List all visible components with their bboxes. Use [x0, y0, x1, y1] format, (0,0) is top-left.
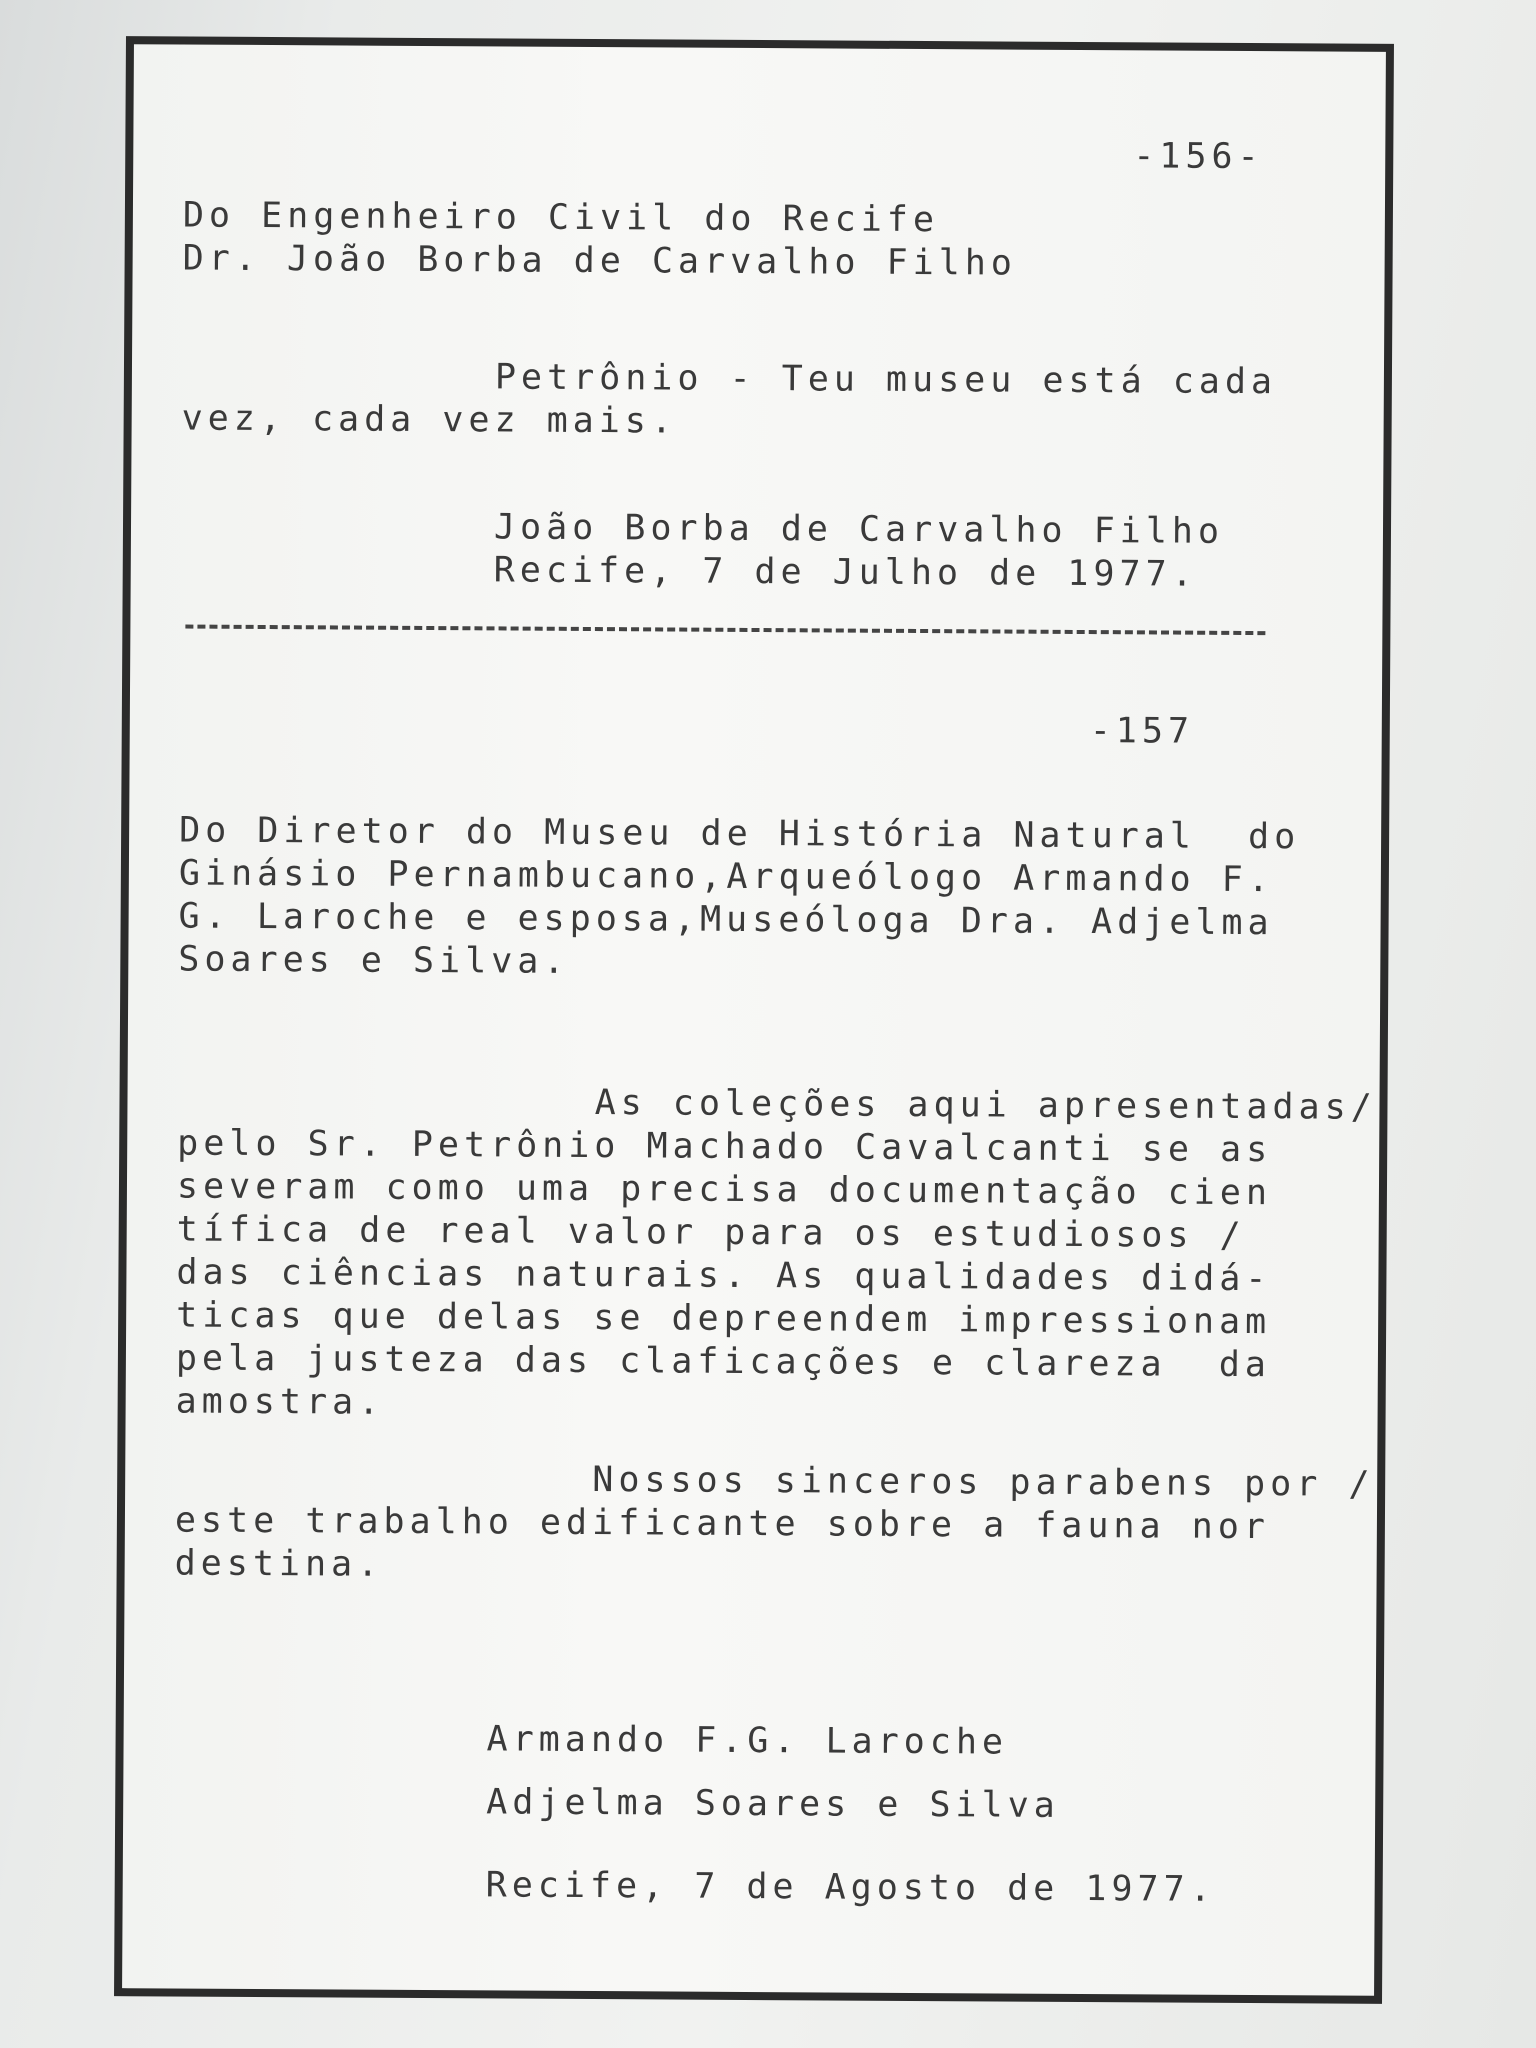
letter-156-date: Recife, 7 de Julho de 1977.: [493, 550, 1198, 595]
letter-156-signature: João Borba de Carvalho Filho: [493, 507, 1225, 552]
letter-157-from-line: G. Laroche e esposa,Museóloga Dra. Adjelma: [178, 896, 1274, 944]
letter-157-from-line: Do Diretor do Museu de História Natural do: [179, 810, 1301, 858]
letter-157-body-line: das ciências naturais. As qualidades didá-: [176, 1252, 1272, 1300]
letter-157-date: Recife, 7 de Agosto de 1977.: [485, 1865, 1216, 1910]
letter-157-signatory-2: Adjelma Soares e Silva: [486, 1782, 1060, 1826]
section-divider: [185, 625, 1265, 636]
letter-156-body-line1: Petrônio - Teu museu está cada: [494, 357, 1278, 403]
letter-157-closing-line: destina.: [174, 1543, 384, 1585]
letter-157-from-block: [178, 809, 1300, 988]
letter-157-body-block: [176, 1079, 1377, 1430]
letter-156-from-line2: Dr. João Borba de Carvalho Filho: [182, 238, 1018, 284]
letter-157-body-line: pela justeza das claficações e clareza da: [175, 1338, 1272, 1386]
document-page: [114, 36, 1394, 2004]
letter-157-from-line: Ginásio Pernambucano,Arqueólogo Armando F.: [178, 853, 1275, 901]
letter-157-from-line: Soares e Silva.: [178, 939, 570, 982]
letter-157-signatory-1: Armando F.G. Laroche: [486, 1719, 1009, 1763]
letter-157-closing-block: [175, 1456, 1375, 1592]
page-number-156: -156-: [1133, 136, 1264, 178]
page-number-157: -157: [1089, 711, 1195, 752]
letter-157-body-line: ticas que delas se depreendem impressionam: [176, 1295, 1272, 1343]
letter-157-body-line: As coleções aqui apresentadas/: [177, 1080, 1377, 1128]
letter-157-body-line: severam como uma precisa documentação cien: [176, 1166, 1273, 1214]
letter-157-body-line: pelo Sr. Petrônio Machado Cavalcanti se as: [177, 1123, 1273, 1171]
letter-156-body-line2: vez, cada vez mais.: [181, 398, 678, 442]
letter-157-body-line: tífica de real valor para os estudiosos /: [176, 1209, 1246, 1257]
letter-157-closing-line: este trabalho edificante sobre a fauna nor: [174, 1500, 1271, 1548]
letter-157-closing-line: Nossos sinceros parabens por /: [175, 1457, 1375, 1505]
letter-157-body-line: amostra.: [175, 1381, 385, 1423]
letter-156-from-line1: Do Engenheiro Civil do Recife: [182, 195, 940, 241]
